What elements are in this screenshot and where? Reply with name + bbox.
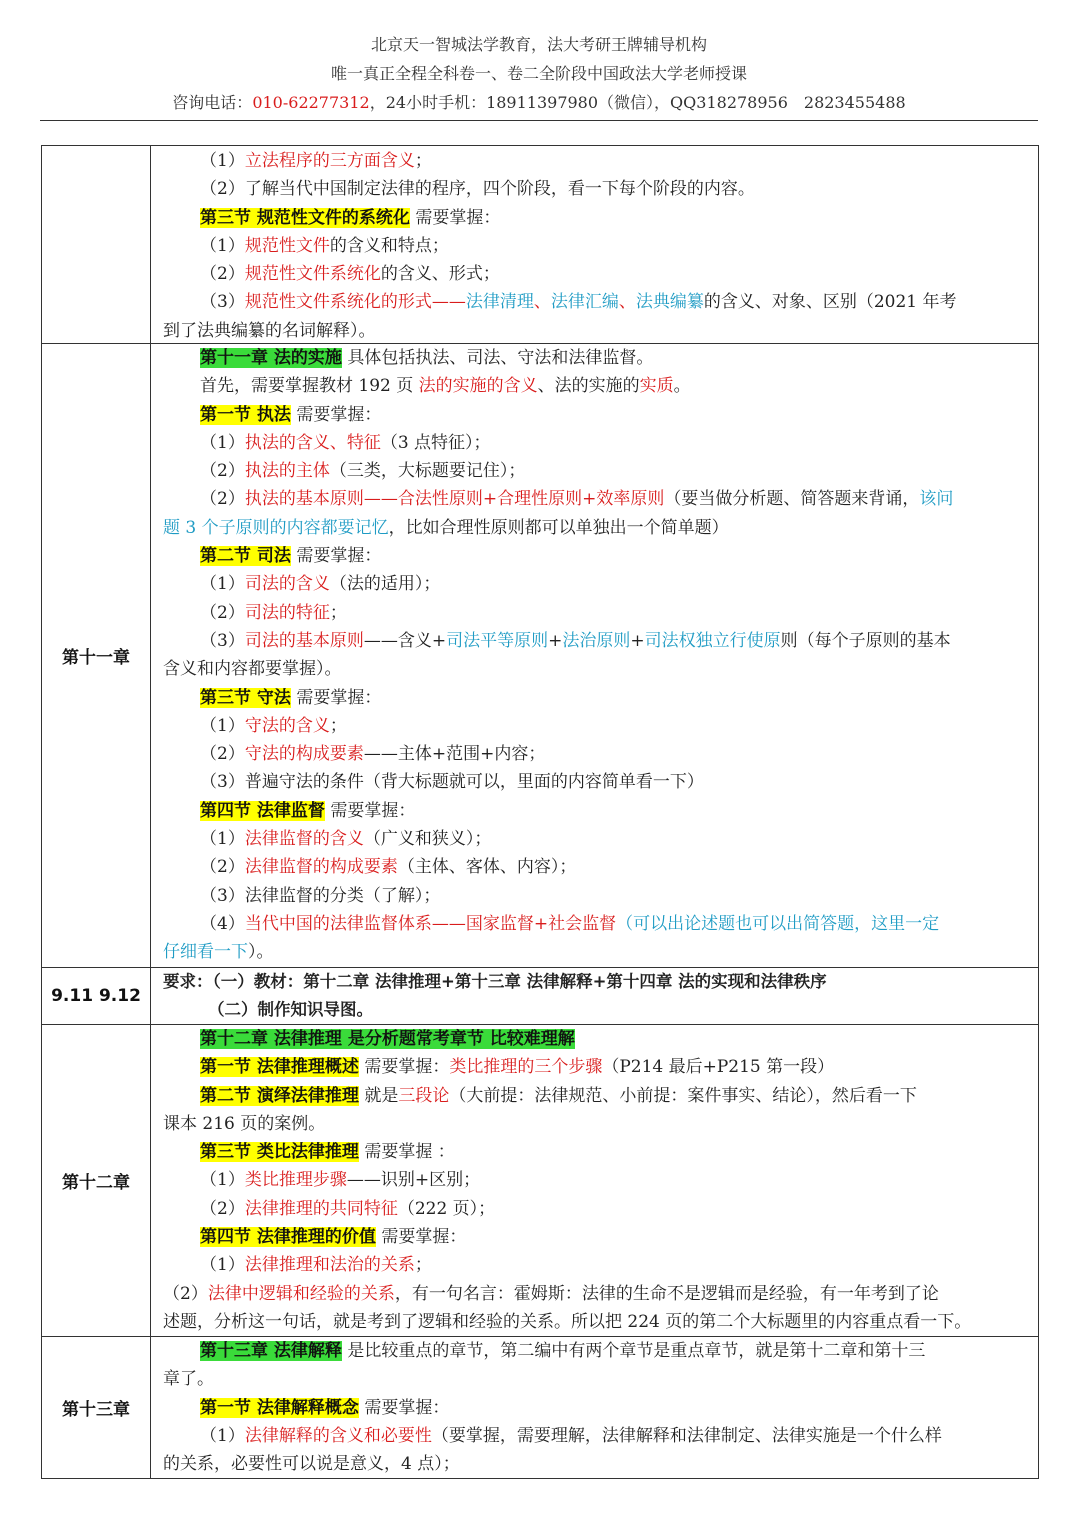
text-line xyxy=(163,1082,1030,1110)
text-run: 需要掌握： xyxy=(290,687,382,708)
text-run: 、 xyxy=(618,292,636,313)
text-line xyxy=(163,740,1030,768)
text-line xyxy=(163,542,1030,570)
text-run: 执法的含义、特征 xyxy=(244,432,381,453)
text-run: 该问 xyxy=(919,489,954,510)
text-run: 当代中国的法律监督体系——国家监督+社会监督 xyxy=(244,913,617,934)
text-line xyxy=(163,570,1030,598)
text-line: 述题，分析这一句话，就是考到了逻辑和经验的关系。所以把 224 页的第二个大标题里的内容重点看一下。 xyxy=(163,1311,972,1332)
header-line-2: 唯一真正全程全科卷一、卷二全阶段中国政法大学老师授课 xyxy=(330,64,747,83)
text-run: 守法的含义 xyxy=(244,715,330,736)
section-heading: 第二节 演绎法律推理 xyxy=(200,1085,359,1106)
text-run: ——识别+区别； xyxy=(346,1170,481,1191)
text-run: 则（每个子原则的基本 xyxy=(780,630,951,651)
header-line-1: 北京天一智城法学教育，法大考研王牌辅导机构 xyxy=(370,35,707,54)
text-line xyxy=(163,457,1030,485)
row-content-3 xyxy=(150,967,1039,1025)
text-run: 法典编纂 xyxy=(635,292,704,313)
section-heading: 第四节 法律推理的价值 xyxy=(200,1227,376,1248)
text-run: 类比推理的三个步骤 xyxy=(449,1057,603,1078)
text-run: 咨询电话： xyxy=(172,93,253,112)
page-header xyxy=(40,30,1038,117)
text-run: ； xyxy=(329,602,347,623)
text-line: 课本 216 页的案例。 xyxy=(163,1113,326,1134)
text-run: 。 xyxy=(673,376,691,397)
text-run: （3 点特征）； xyxy=(380,432,491,453)
text-line: （3）法律监督的分类（了解）； xyxy=(200,885,441,906)
text-run: 需要掌握： xyxy=(358,1057,450,1078)
text-run: 司法平等原则 xyxy=(446,630,549,651)
section-heading: 第三节 规范性文件的系统化 xyxy=(200,207,410,228)
text-run: （1） xyxy=(200,1425,245,1446)
text-run: 类比推理步骤 xyxy=(244,1170,347,1191)
row-content-1 xyxy=(150,145,1039,344)
text-line xyxy=(163,288,1030,316)
row-content-2 xyxy=(150,343,1039,968)
text-run: 需要掌握： xyxy=(409,207,501,228)
text-run: + xyxy=(548,630,563,651)
text-run: 就是 xyxy=(358,1085,399,1106)
text-run: （1） xyxy=(200,432,245,453)
text-line: （2）了解当代中国制定法律的程序，四个阶段，看一下每个阶段的内容。 xyxy=(200,179,755,200)
text-run: （三类，大标题要记住）； xyxy=(329,461,526,482)
text-run: 需要掌握 ： xyxy=(358,1142,455,1163)
text-line: （3）普遍守法的条件（背大标题就可以，里面的内容简单看一下） xyxy=(200,772,704,793)
chapter-heading: 第十二章 法律推理 是分析题常考章节 比较难理解 xyxy=(200,1029,575,1049)
row-label-1 xyxy=(41,145,151,344)
text-run: 需要掌握： xyxy=(290,546,382,567)
row-label-5: 第十三章 xyxy=(41,1336,151,1479)
text-run: 司法的特征 xyxy=(244,602,330,623)
text-run: 法律推理的共同特征 xyxy=(244,1198,398,1219)
text-run: 的含义、对象、区别（2021 年考 xyxy=(703,292,957,313)
text-run: ，比如合理性原则都可以单独出一个简单题） xyxy=(388,517,729,538)
text-run: 、法的实施的 xyxy=(537,376,640,397)
section-heading: 第一节 法律推理概述 xyxy=(200,1057,359,1078)
text-run: （广义和狭义）； xyxy=(363,829,492,850)
text-run: （2） xyxy=(200,264,245,285)
text-run: （1） xyxy=(200,715,245,736)
text-run: （222 页）； xyxy=(397,1198,496,1219)
text-line xyxy=(163,797,1030,825)
text-line: （二）制作知识导图。 xyxy=(208,1000,373,1020)
text-run: （2） xyxy=(200,489,245,510)
text-line xyxy=(163,1337,1030,1365)
text-run: + xyxy=(630,630,645,651)
text-run: （1） xyxy=(200,151,245,171)
text-run: ）。 xyxy=(248,942,274,963)
section-heading: 第三节 守法 xyxy=(200,687,291,708)
text-run: 法治原则 xyxy=(562,630,631,651)
header-divider xyxy=(40,120,1038,121)
text-run: （1） xyxy=(200,1255,245,1276)
text-run: ； xyxy=(414,151,432,171)
section-heading: 第一节 法律解释概念 xyxy=(200,1397,359,1418)
header-line-3 xyxy=(40,88,1038,117)
text-run: （可以出论述题也可以出简答题，这里一定 xyxy=(616,913,940,934)
text-run: ——含义+ xyxy=(363,630,447,651)
text-run: 是比较重点的章节，第二编中有两个章节是重点章节，就是第十二章和第十三 xyxy=(341,1341,926,1361)
text-line xyxy=(163,147,1030,175)
text-line: 章了。 xyxy=(163,1369,214,1390)
text-run: 司法的基本原则 xyxy=(244,630,364,651)
text-line xyxy=(163,429,1030,457)
text-line xyxy=(163,910,1030,938)
text-line xyxy=(163,712,1030,740)
row-content-4 xyxy=(150,1024,1039,1337)
text-run: 司法的含义 xyxy=(244,574,330,595)
text-run: 规范性文件 xyxy=(244,235,330,256)
text-run: ——主体+范围+内容； xyxy=(363,744,546,765)
text-line xyxy=(163,1166,1030,1194)
text-run: 实质 xyxy=(639,376,674,397)
text-line xyxy=(163,684,1030,712)
text-run: 需要掌握： xyxy=(358,1397,450,1418)
text-run: 、 xyxy=(533,292,551,313)
text-run: 法律汇编 xyxy=(550,292,619,313)
text-line xyxy=(163,260,1030,288)
text-run: （2） xyxy=(200,744,245,765)
text-run: 规范性文件系统化的形式 xyxy=(244,292,432,313)
section-heading: 第二节 司法 xyxy=(200,546,291,567)
text-line xyxy=(163,232,1030,260)
text-run: （1） xyxy=(200,829,245,850)
text-run: 法律清理 xyxy=(465,292,534,313)
text-run: （2） xyxy=(200,602,245,623)
text-run: 法的实施的含义 xyxy=(418,376,538,397)
text-run: （大前提：法律规范、小前提：案件事实、结论），然后看一下 xyxy=(449,1085,917,1106)
section-heading: 第四节 法律监督 xyxy=(200,800,325,821)
text-line xyxy=(163,1195,1030,1223)
text-run: （2） xyxy=(200,857,245,878)
text-line xyxy=(163,344,1030,372)
text-run: （4） xyxy=(200,913,245,934)
text-line xyxy=(163,825,1030,853)
text-line: 的关系，必要性可以说是意义，4 点）； xyxy=(163,1454,460,1475)
text-line xyxy=(163,1251,1030,1279)
text-line xyxy=(163,514,1030,542)
text-run: 需要掌握： xyxy=(290,404,382,425)
text-run: （3） xyxy=(200,630,245,651)
text-line: 要求：（一）教材：第十二章 法律推理+第十三章 法律解释+第十四章 法的实现和法律秩序 xyxy=(163,972,827,991)
text-line xyxy=(163,938,1030,966)
text-run: （3） xyxy=(200,292,245,313)
text-run: （2） xyxy=(163,1283,208,1304)
text-line xyxy=(163,372,1030,400)
text-line xyxy=(163,1280,1030,1308)
text-run: 法律解释的含义和必要性 xyxy=(244,1425,432,1446)
text-line: 到了法典编纂的名词解释）。 xyxy=(163,320,376,341)
section-heading: 第一节 执法 xyxy=(200,404,291,425)
text-line: 含义和内容都要掌握）。 xyxy=(163,659,342,680)
text-run: （1） xyxy=(200,574,245,595)
text-run: 具体包括执法、司法、守法和法律监督。 xyxy=(341,348,654,368)
text-run: （法的适用）； xyxy=(329,574,441,595)
text-run: 的含义、形式； xyxy=(380,264,500,285)
text-run: （2） xyxy=(200,461,245,482)
text-run: 规范性文件系统化 xyxy=(244,264,381,285)
text-run: 需要掌握： xyxy=(324,800,416,821)
text-run: 题 3 个子原则的内容都要记忆 xyxy=(163,517,389,538)
text-run: ； xyxy=(414,1255,432,1276)
text-run: 法律监督的含义 xyxy=(244,829,364,850)
text-run: 首先，需要掌握教材 192 页 xyxy=(200,376,419,397)
text-run: ，有一句名言：霍姆斯：法律的生命不是逻辑而是经验，有一年考到了论 xyxy=(394,1283,939,1304)
text-run: 守法的构成要素 xyxy=(244,744,364,765)
section-heading: 第三节 类比法律推理 xyxy=(200,1142,359,1163)
chapter-heading: 第十一章 法的实施 xyxy=(200,348,342,368)
text-line xyxy=(163,1422,1030,1450)
text-line xyxy=(163,1053,1030,1081)
text-run: 立法程序的三方面含义 xyxy=(244,151,415,171)
chapter-heading: 第十三章 法律解释 xyxy=(200,1341,342,1361)
text-run: （P214 最后+P215 第一段） xyxy=(602,1057,835,1078)
text-run: 三段论 xyxy=(398,1085,450,1106)
text-line xyxy=(163,401,1030,429)
text-run: 需要掌握： xyxy=(375,1227,467,1248)
text-line xyxy=(163,1138,1030,1166)
text-run: （1） xyxy=(200,1170,245,1191)
text-line xyxy=(163,1025,1030,1053)
row-content-5 xyxy=(150,1336,1039,1479)
text-run: （1） xyxy=(200,235,245,256)
text-run: 司法权独立行使原 xyxy=(644,630,781,651)
text-line xyxy=(163,627,1030,655)
text-line xyxy=(163,853,1030,881)
row-label-4: 第十二章 xyxy=(41,1024,151,1337)
text-run: 执法的主体 xyxy=(244,461,330,482)
text-run: —— xyxy=(431,292,466,313)
text-run: 法律推理和法治的关系 xyxy=(244,1255,415,1276)
text-line xyxy=(163,204,1030,232)
phone-number: 010-62277312 xyxy=(252,93,370,112)
row-label-2: 第十一章 xyxy=(41,343,151,968)
text-run: 执法的基本原则——合法性原则+合理性原则+效率原则 xyxy=(244,489,665,510)
text-run: 法律监督的构成要素 xyxy=(244,857,398,878)
text-run: 的含义和特点； xyxy=(329,235,449,256)
text-line xyxy=(163,599,1030,627)
text-line xyxy=(163,1223,1030,1251)
text-line xyxy=(163,1394,1030,1422)
text-line xyxy=(163,485,1030,513)
text-run: 法律中逻辑和经验的关系 xyxy=(207,1283,395,1304)
text-run: 仔细看一下 xyxy=(163,942,248,963)
text-run: （要掌握，需要理解，法律解释和法律制定、法律实施是一个什么样 xyxy=(431,1425,942,1446)
row-label-3: 9.11 9.12 xyxy=(41,967,151,1025)
text-run: （要当做分析题、简答题来背诵， xyxy=(664,489,920,510)
text-run: （2） xyxy=(200,1198,245,1219)
text-run: （主体、客体、内容）； xyxy=(397,857,577,878)
text-run: ； xyxy=(329,715,347,736)
text-run: ，24小时手机：18911397980（微信），QQ318278956 2823455488 xyxy=(369,93,906,112)
